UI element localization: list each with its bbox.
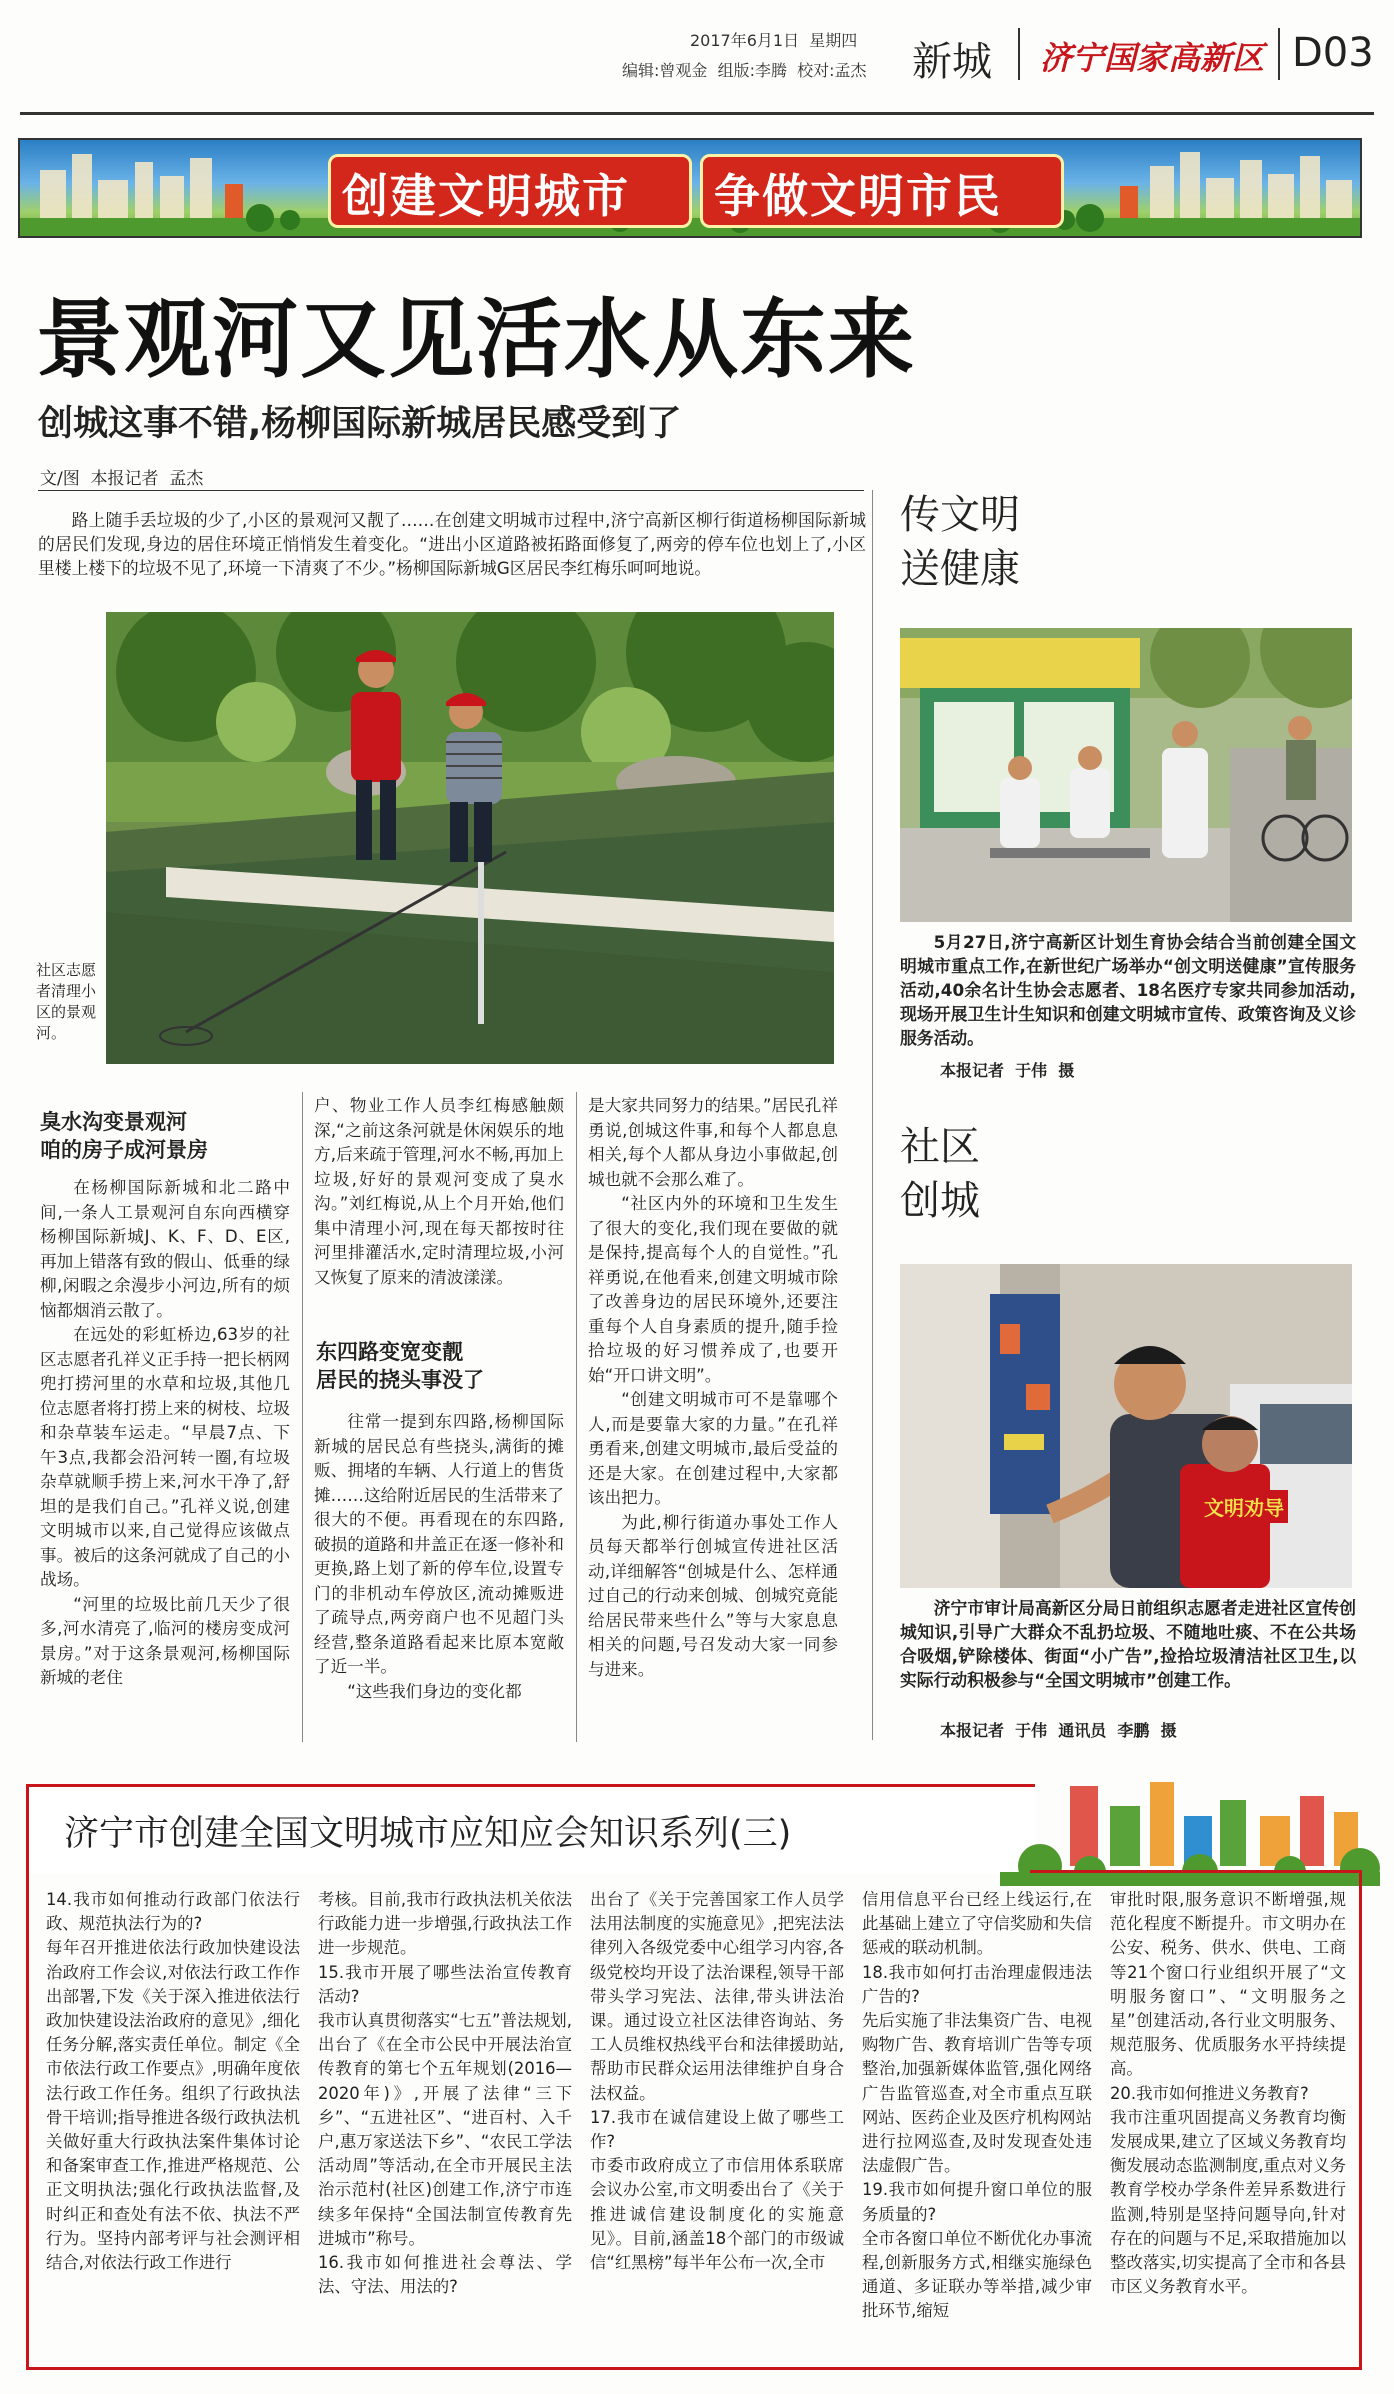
health-event-caption: 5月27日,济宁高新区计划生育协会结合当前创建全国文明城市重点工作,在新世纪广场举办“创文明送健康”宣传服务活动,40余名计生协会志愿者、18名医疗专家共同参加活动,现场开展卫生计生知识和创建文明城市宣传、政策咨询及义诊服务活动。 [900, 932, 1356, 1048]
community-caption: 济宁市审计局高新区分局日前组织志愿者走进社区宣传创城知识,引导广大群众不乱扔垃圾、不随地吐痰、不在公共场合吸烟,铲除楼体、街面“小广告”,捡拾垃圾清洁社区卫生,以实际行动积极参与“全国文明城市”创建工作。 [900, 1598, 1356, 1690]
knowledge-col-4: 信用信息平台已经上线运行,在此基础上建立了守信奖励和失信惩戒的联动机制。 18.我市如何打击治理虚假违法广告的? 先后实施了非法集资广告、电视购物广告、教育培训广告等专项整治,加强新媒体监管,强化网络广告监管巡查,对全市重点互联网站、医药企业及医疗机构网站进行拉网巡查,及时发现查处违法虚假广告。 19.我市如何提升窗口单位的服务质量的? 全市各窗口单位不断优化办事流程,创新服务方式,相继实施绿色通道、多证联办等举措,减少审批环节,缩短 [862, 1890, 1092, 2321]
banner-slogan-left: 创建文明城市 [342, 169, 630, 223]
column-divider [576, 1092, 577, 1742]
header-divider [1278, 28, 1280, 80]
knowledge-col-2: 考核。目前,我市行政执法机关依法行政能力进一步增强,行政执法工作进一步规范。 15.我市开展了哪些法治宣传教育活动? 我市认真贯彻落实“七五”普法规划,出台了《在全市公民中开展法治宣传教育的第七个五年规划(2016—2020年)》,开展了法律“三下乡”、“五进社区”、“进百村、入千户,惠万家送法下乡”、“农民工学法活动周”等活动,在全市开展民主法治示范村(社区)创建工作,济宁市连续多年保持“全国法制宣传教育先进城市”称号。 16.我市如何推进社会尊法、学法、守法、用法的? [318, 1890, 572, 2297]
staff-credits: 编辑:曾观金 组版:李腾 校对:孟杰 [622, 61, 867, 80]
article-column-2a: 户、物业工作人员李红梅感触颇深,“之前这条河就是休闲娱乐的地方,后来疏于管理,河水不畅,再加上垃圾,好好的景观河变成了臭水沟。”刘红梅说,从上个月开始,他们集中清理小河,现在每天都按时往河里排灌活水,定时清理垃圾,小河又恢复了原来的清波漾漾。 [314, 1096, 564, 1287]
column-divider [302, 1092, 303, 1742]
article-column-1: 在杨柳国际新城和北二路中间,一条人工景观河自东向西横穿杨柳国际新城J、K、F、D、E区,再加上错落有致的假山、低垂的绿柳,闲暇之余漫步小河边,所有的烦恼都烟消云散了。 在远处的彩虹桥边,63岁的社区志愿者孔祥义正手持一把长柄网兜打捞河里的水草和垃圾,其他几位志愿者将打捞上来的树枝、垃圾和杂草装车运走。“早晨7点、下午3点,我都会沿河转一圈,有垃圾杂草就顺手捞上来,河水干净了,舒坦的是我们自己。”孔祥义说,创建文明城市以来,自己觉得应该做点事。被后的这条河就成了自己的小战场。 “河里的垃圾比前几天少了很多,河水清亮了,临河的楼房变成河景房。”对于这条景观河,杨柳国际新城的老住 [40, 1178, 290, 1687]
brand-logo: 济宁国家高新区 [1040, 39, 1265, 77]
article-column-2b: 往常一提到东四路,杨柳国际新城的居民总有些挠头,满街的摊贩、拥堵的车辆、人行道上的售货摊……这给附近居民的生活带来了很大的不便。再看现在的东四路,破损的道路和井盖正在逐一修补和更换,路上划了新的停车位,设置专门的非机动车停放区,流动摊贩进了疏导点,两旁商户也不见超门头经营,整条道路看起来比原本宽敞了近一半。 “这些我们身边的变化都 [314, 1412, 564, 1701]
header-rule [20, 112, 1374, 115]
byline: 文/图 本报记者 孟杰 [40, 469, 204, 489]
byline-rule [38, 490, 864, 491]
subheadline: 创城这事不错,杨柳国际新城居民感受到了 [38, 404, 682, 444]
health-promo-photo [900, 628, 1352, 922]
main-photo [106, 612, 834, 1064]
knowledge-col-1: 14.我市如何推动行政部门依法行政、规范执法行为的? 每年召开推进依法行政加快建设法治政府工作会议,对依法行政工作作出部署,下发《关于深入推进依法行政加快建设法治政府的意见》,细化任务分解,落实责任单位。制定《全市依法行政工作要点》,明确年度依法行政工作任务。组织了行政执法骨干培训;指导推进各级行政执法机关做好重大行政执法案件集体讨论和备案审查工作,推进严格规范、公正文明执法;强化行政执法监督,及时纠正和查处有法不依、执法不严行为。坚持内部考评与社会测评相结合,对依法行政工作进行 [46, 1890, 300, 2273]
volunteer-vest-label: 文明劝导 [1200, 1490, 1288, 1523]
health-event-photo [900, 628, 1352, 922]
issue-date: 2017年6月1日 星期四 [690, 31, 858, 50]
knowledge-series-title: 济宁市创建全国文明城市应知应会知识系列(三) [64, 1814, 792, 1854]
header-divider [1018, 28, 1020, 80]
knowledge-series-top-rule [1030, 1870, 1362, 1873]
article-column-3: 是大家共同努力的结果。”居民孔祥勇说,创城这件事,和每个人都息息相关,每个人都从身边小事做起,创城也就不会那么难了。 “社区内外的环境和卫生发生了很大的变化,我们现在要做的就是保持,提高每个人的自觉性。”孔祥勇说,在他看来,创建文明城市除了改善身边的居民环境外,还要注重每个人自身素质的提升,随手捡拾垃圾的好习惯养成了,也要开始“开口讲文明”。 “创建文明城市可不是靠哪个人,而是要靠大家的力量。”在孔祥勇看来,创建文明城市,最后受益的还是大家。在创建过程中,大家都该出把力。 为此,柳行街道办事处工作人员每天都举行创城宣传进社区活动,详细解答“创城是什么、怎样通过自己的行动来创城、创城究竟能给居民带来些什么”等与大家息息相关的问题,号召发动大家一同参与进来。 [588, 1096, 838, 1679]
banner-slogan-right: 争做文明市民 [714, 169, 1002, 223]
lead-paragraph: 路上随手丢垃圾的少了,小区的景观河又靓了……在创建文明城市过程中,济宁高新区柳行街道杨柳国际新城的居民们发现,身边的居住环境正悄悄发生着变化。“进出小区道路被拓路面修复了,两旁的停车位也划上了,小区里楼上楼下的垃圾不见了,环境一下清爽了不少。”杨柳国际新城G区居民李红梅乐呵呵地说。 [38, 510, 866, 578]
photo-credit-1: 本报记者 于伟 摄 [940, 1061, 1075, 1080]
community-photo [900, 1264, 1352, 1588]
knowledge-col-3: 出台了《关于完善国家工作人员学法用法制度的实施意见》,把宪法法律列入各级党委中心组学习内容,各级党校均开设了法治课程,领导干部带头学习宪法、法律,带头讲法治课。通过设立社区法律咨询站、务工人员维权热线平台和法律援助站,帮助市民群众运用法律维护自身合法权益。 17.我市在诚信建设上做了哪些工作? 市委市政府成立了市信用体系联席会议办公室,市文明委出台了《关于推进诚信建设制度化的实施意见》。目前,涵盖18个部门的市级诚信“红黑榜”每半年公布一次,全市 [590, 1890, 844, 2273]
headline: 景观河又见活水从东来 [36, 290, 916, 390]
section-subhead-2: 东四路变宽变靓 居民的挠头事没了 [316, 1340, 484, 1392]
river-cleanup-photo [106, 612, 834, 1064]
vertical-section-rule [872, 490, 873, 1740]
page-number: D03 [1292, 30, 1374, 76]
section-name: 新城 [912, 39, 992, 85]
masthead [0, 0, 1394, 120]
knowledge-col-5: 审批时限,服务意识不断增强,规范化程度不断提升。市文明办在公安、税务、供水、供电、工商等21个窗口行业组织开展了“文明服务窗口”、“文明服务之星”创建活动,各行业文明服务、规范服务、优质服务水平持续提高。 20.我市如何推进义务教育? 我市注重巩固提高义务教育均衡发展成果,建立了区域义务教育均衡发展动态监测制度,重点对义务教育学校办学条件差异系数进行监测,特别是坚持问题导向,针对存在的问题与不足,采取措施加以整改落实,切实提高了全市和各县市区义务教育水平。 [1110, 1890, 1346, 2297]
right-story-title-1: 传文明 送健康 [900, 492, 1020, 592]
photo-credit-2: 本报记者 于伟 通讯员 李鹏 摄 [940, 1721, 1177, 1740]
section-subhead-1: 臭水沟变景观河 咱的房子成河景房 [40, 1110, 208, 1162]
right-story-title-2: 社区 创城 [900, 1124, 980, 1224]
campaign-banner [18, 138, 1362, 238]
wall-cleaning-photo [900, 1264, 1352, 1588]
photo-caption: 社区志愿者清理小区的景观河。 [36, 961, 97, 1042]
